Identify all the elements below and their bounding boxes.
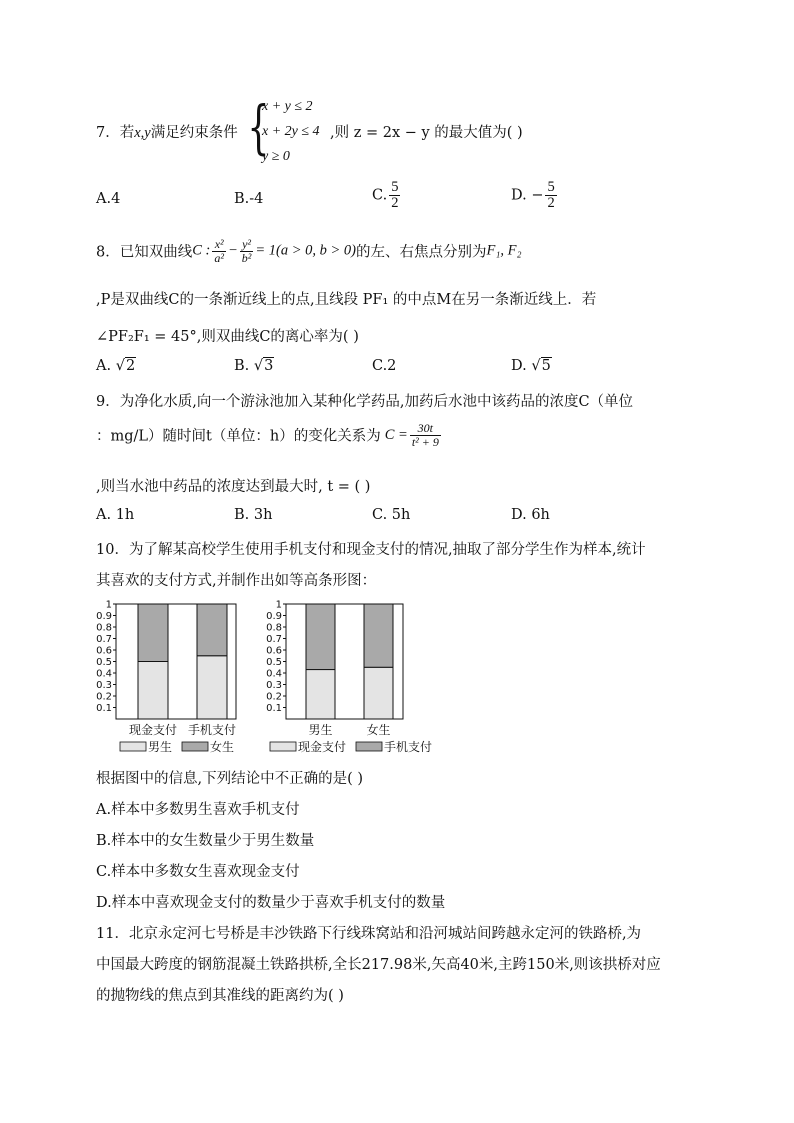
legend-label-男生: 男生 (148, 740, 173, 754)
x-tick-label: 男生 (308, 723, 333, 737)
y-tick-label: 0.8 (266, 622, 282, 634)
legend-swatch-男生 (120, 742, 146, 751)
bar-手机支付-男生 (197, 656, 227, 719)
bar-男生-手机支付 (306, 604, 335, 670)
legend-swatch-手机支付 (356, 742, 382, 751)
y-tick-label: 0.8 (96, 622, 112, 634)
y-tick-label: 1 (105, 599, 112, 611)
q8-line-1: 8．已知双曲线C : $\frac{\text{x²}}{\text{a²}}$ − $\frac{\text{y²}}{\text{b²}}$ = 1(a > 0, b > 0)的左、右焦点分别为F₁, F₂ (96, 237, 522, 265)
y-tick-label: 0.1 (96, 703, 112, 714)
q8-line-2: ,P是双曲线C的一条渐近线上的点,且线段 PF₁ 的中点M在另一条渐近线上．若 (96, 292, 597, 308)
q10-option-c: C.样本中多数女生喜欢现金支付 (96, 864, 300, 880)
legend-label-女生: 女生 (210, 740, 235, 754)
chart-payment-by-method (90, 594, 260, 756)
y-tick-label: 0.1 (266, 703, 282, 714)
bar-女生-手机支付 (364, 604, 393, 667)
q7-constraint-brace: { (247, 93, 270, 161)
q7-option-b: B.-4 (234, 191, 264, 207)
q10-question: 根据图中的信息,下列结论中不正确的是( ) (96, 771, 364, 787)
y-tick-label: 0.5 (266, 657, 282, 668)
q9-option-b: B. 3h (234, 507, 273, 523)
bar-现金支付-男生 (138, 662, 168, 720)
y-tick-label: 0.2 (96, 691, 112, 703)
q7-constraint-2: x + 2y ≤ 4 (262, 124, 320, 139)
legend-label-手机支付: 手机支付 (384, 740, 433, 754)
q7-option-a: A.4 (96, 191, 121, 207)
x-tick-label: 女生 (366, 723, 391, 737)
legend-swatch-女生 (182, 742, 208, 751)
y-tick-label: 0.9 (96, 611, 112, 622)
q8-option-d: D. √5 (511, 358, 551, 374)
bar-女生-现金支付 (364, 667, 393, 719)
q10-line-1: 10．为了解某高校学生使用手机支付和现金支付的情况,抽取了部分学生作为样本,统计 (96, 542, 646, 558)
y-tick-label: 0.9 (266, 611, 282, 622)
q7-option-d: D. − $\frac{5}{2}$ (511, 179, 555, 212)
q9-line-1: 9．为净化水质,向一个游泳池加入某种化学药品,加药后水池中该药品的浓度C（单位 (96, 394, 634, 410)
y-tick-label: 0.4 (96, 668, 112, 680)
q10-option-a: A.样本中多数男生喜欢手机支付 (96, 802, 300, 818)
q9-option-a: A. 1h (96, 507, 135, 523)
q10-option-d: D.样本中喜欢现金支付的数量少于喜欢手机支付的数量 (96, 895, 446, 911)
q9-line-3: ,则当水池中药品的浓度达到最大时, t = ( ) (96, 479, 371, 495)
q8-option-c: C.2 (372, 358, 397, 374)
y-tick-label: 0.6 (96, 645, 112, 657)
q7-objective: ,则 z = 2x − y 的最大值为( ) (330, 125, 523, 141)
q10-line-2: 其喜欢的支付方式,并制作出如等高条形图： (96, 573, 377, 589)
chart-payment-by-gender (258, 594, 448, 756)
q10-option-b: B.样本中的女生数量少于男生数量 (96, 833, 315, 849)
q7-option-c: C. $\frac{5}{2}$ (372, 179, 399, 212)
bar-男生-现金支付 (306, 670, 335, 719)
q9-option-d: D. 6h (511, 507, 550, 523)
q7-constraint-3: y ≥ 0 (262, 149, 290, 164)
q8-option-a: A. √2 (96, 358, 136, 374)
y-tick-label: 0.3 (266, 680, 282, 691)
bar-现金支付-女生 (138, 604, 168, 662)
bar-手机支付-女生 (197, 604, 227, 656)
q11-line-3: 的抛物线的焦点到其准线的距离约为( ) (96, 988, 344, 1004)
y-tick-label: 0.5 (96, 657, 112, 668)
y-tick-label: 0.7 (266, 634, 282, 645)
x-tick-label: 手机支付 (187, 723, 237, 737)
q9-line-2: ：mg/L）随时间t（单位：h）的变化关系为 C = $\frac{30t}{\text{t² + 9}}$ (96, 421, 439, 449)
q9-option-c: C. 5h (372, 507, 411, 523)
legend-swatch-现金支付 (270, 742, 296, 751)
y-tick-label: 0.3 (96, 680, 112, 691)
q7-stem: 7．若x,y满足约束条件 (96, 125, 238, 141)
x-tick-label: 现金支付 (128, 723, 178, 737)
y-tick-label: 1 (275, 599, 282, 611)
q8-line-3: ∠PF₂F₁ = 45°,则双曲线C的离心率为( ) (96, 329, 359, 345)
q11-line-1: 11．北京永定河七号桥是丰沙铁路下行线珠窝站和沿河城站间跨越永定河的铁路桥,为 (96, 926, 642, 942)
legend-label-现金支付: 现金支付 (298, 740, 347, 754)
q8-option-b: B. √3 (234, 358, 274, 374)
y-tick-label: 0.4 (266, 668, 282, 680)
q7-constraint-1: x + y ≤ 2 (262, 99, 313, 114)
y-tick-label: 0.7 (96, 634, 112, 645)
q11-line-2: 中国最大跨度的钢筋混凝土铁路拱桥,全长217.98米,矢高40米,主跨150米,则该拱桥对应 (96, 957, 661, 973)
y-tick-label: 0.2 (266, 691, 282, 703)
y-tick-label: 0.6 (266, 645, 282, 657)
